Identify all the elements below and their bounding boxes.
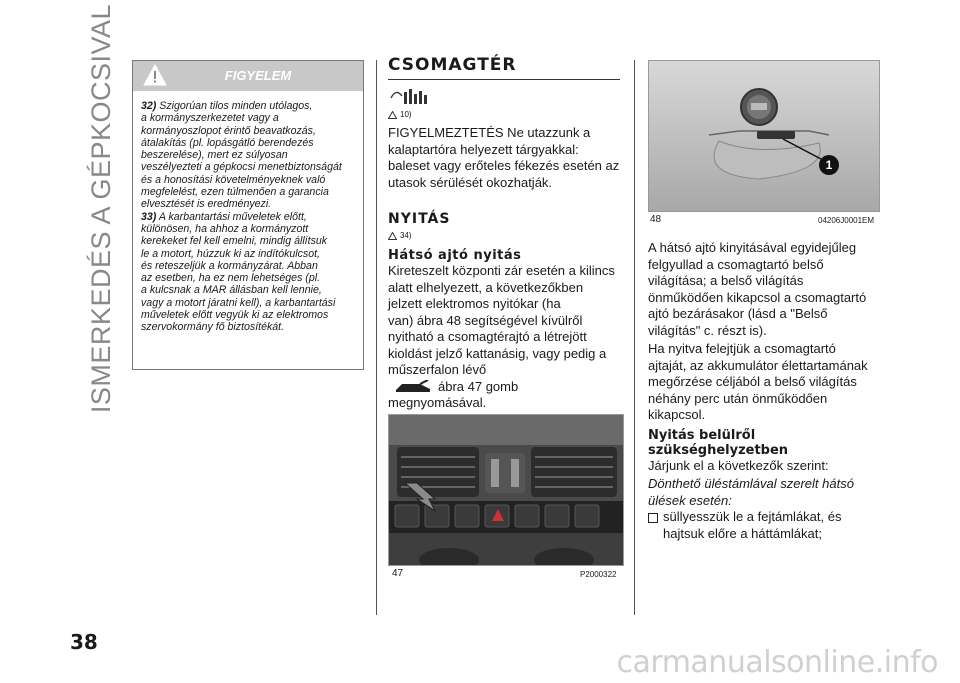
rear-door-heading: Hátsó ajtó nyitás [388,248,522,263]
trunk-open-icon [394,380,432,394]
warning-triangle-icon [388,232,397,240]
section-heading-trunk: CSOMAGTÉR [388,55,620,80]
column-divider [376,60,377,615]
emergency-heading: Nyitás belülről szükséghelyzetben [648,427,789,458]
rear-door-text-part1: Kireteszelt központi zár esetén a kilincs alatt elhelyezett, a következőkben jelzett elektromos nyitókar (ha van) ábra 48 segítségével kívülről nyitható a csomagtérajtó a létrejött kioldást jelző kattanásig, vagy pedig a műszerfalon lévő [388,263,615,377]
warning-title: FIGYELEM [224,68,292,83]
warning-body [133,91,363,334]
rear-door-text-part2: ábra 47 gomb [438,378,519,394]
interior-light-para: A hátsó ajtó kinyitásával egyidejűleg felgyullad a csomagtartó belső világítása; a belső világítás önműködően kikapcsol a csomagtartó ajtó bezárásakor (lásd a "Belső világítás" c. részt is). [648,240,867,338]
warning-triangle-icon [388,111,397,119]
dashboard-illustration [389,415,623,565]
column-middle [388,55,624,412]
warning-item-33 [141,211,355,334]
figure-48-trunk-lid [648,60,880,212]
opening-ref: 34) [400,231,412,240]
figure-48-number: 48 [650,214,662,225]
footer-watermark: carmanualsonline.info [616,645,938,680]
rear-door-text [388,263,624,412]
side-title-text: ISMERKEDÉS A GÉPKOCSIVAL [86,3,117,413]
trunk-intro: FIGYELMEZTETÉS Ne utazzunk a kalaptartóra helyezett tárgyakkal: baleset vagy erőteles fékezés esetén az utasok sérülését okozhatják. [388,125,620,190]
bullet-item [648,509,880,542]
item-number: 32) [141,100,157,112]
environment-icon [388,86,432,108]
foldable-seats-heading: Dönthető üléstámlával szerelt hátsó ülések esetén: [648,476,854,508]
bullet-square-icon [648,513,658,523]
column-right [648,240,880,542]
page-number: 38 [70,630,98,654]
section-heading-opening: NYITÁS [388,211,451,227]
trunk-lid-illustration [649,61,879,211]
item-text: Szigorúan tilos minden utólagos, a kormányszerkezetet vagy a kormányoszlopot érintő beavatkozás, átalakítás (pl. lopásgátló berendezés beszerelése), mert ez súlyosan veszélyezteti a gépkocsi menetbiztonságát és a honosítási követelményeknek való megfelelést, ezen túlmenően a garancia elvesztését is eredményezi. [141,100,342,211]
emergency-intro: Járjunk el a következők szerint: [648,457,829,473]
warning-item-32 [141,100,355,211]
figure-48-code: 04206J0001EM [818,216,875,225]
item-number: 33) [141,210,157,223]
item-text: A karbantartási műveletek előtt, különösen, ha ahhoz a kormányzott kerekeket fel kell emelni, mindig állítsuk le a motort, húzzuk ki az indítókulcsot, és reteszeljük a kormányzárat. Abban az esetben, ha ez nem lehetséges (pl. a kulcsnak a MAR állásban kell lennie, vagy a motort járatni kell), a karbantartási műveletek előtt vegyük ki az elektromos szervokormány fő biztosítékát. [141,210,336,334]
figure-47-code: P2000322 [580,570,617,579]
figure-47-number: 47 [392,568,404,579]
warning-header [133,61,363,91]
column-divider [634,60,635,615]
note-ref-row [388,110,624,119]
warning-box [132,60,364,370]
figure-47-dashboard [388,414,624,566]
callout-1: 1 [825,158,833,172]
rear-door-text-part3: megnyomásával. [388,395,487,410]
battery-para: Ha nyitva felejtjük a csomagtartó ajtaját, az akkumulátor élettartamának megőrzése céljából a belső világítás néhány perc után önműködően kikapcsol. [648,341,868,422]
note-ref: 10) [400,110,412,119]
note-icons [388,86,624,108]
side-section-title [86,3,118,413]
opening-ref-row [388,231,624,240]
bullet-text: süllyesszük le a fejtámlákat, és hajtsuk előre a háttámlákat; [663,509,842,541]
